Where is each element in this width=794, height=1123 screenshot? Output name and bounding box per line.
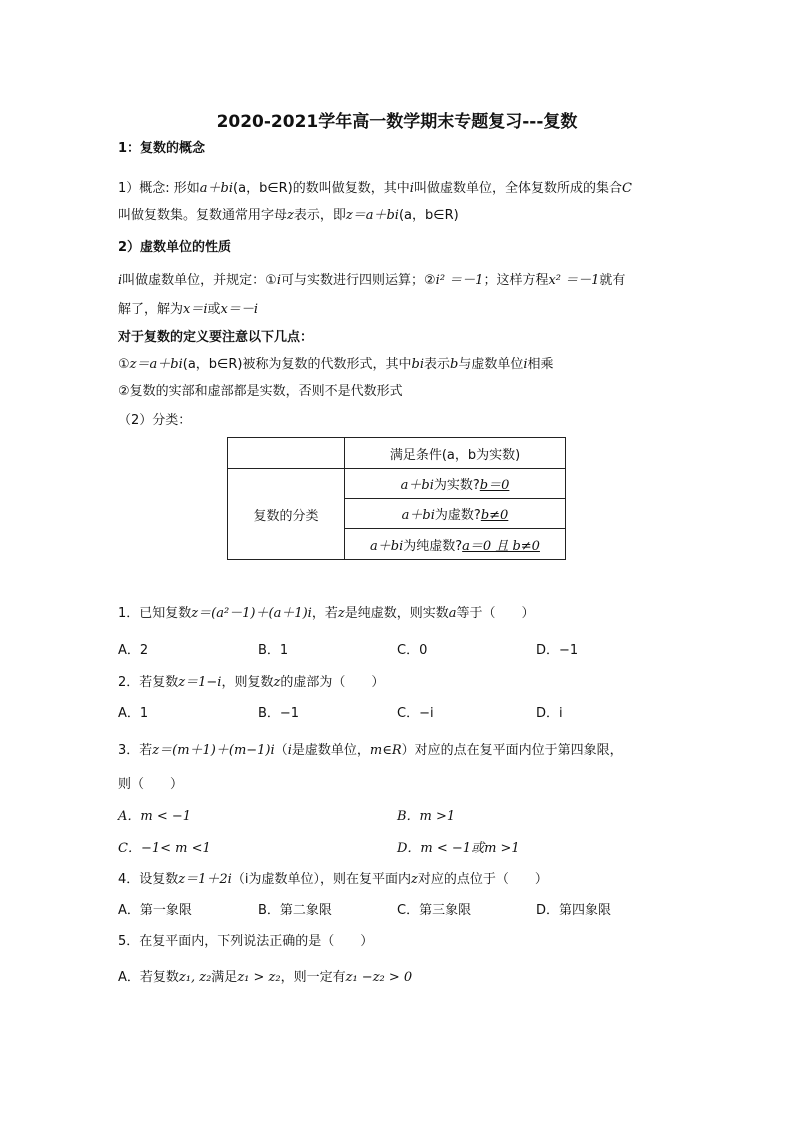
formula: a＋bi — [400, 478, 434, 493]
text: 满足 — [211, 970, 238, 985]
formula: x＝i — [183, 302, 208, 317]
question-5-stem: 5．在复平面内，下列说法正确的是（ ） — [118, 934, 374, 949]
question-4-stem — [118, 872, 548, 888]
symbol: z — [337, 606, 345, 621]
note-2: ②复数的实部和虚部都是实数，否则不是代数形式 — [118, 384, 403, 399]
text: 就有 — [599, 273, 626, 288]
text: 4．设复数 — [118, 872, 179, 887]
symbol: b — [450, 357, 459, 372]
formula: z＝1−i — [178, 675, 222, 690]
formula: z＝1＋2i — [178, 872, 232, 887]
question-5-option-a[interactable] — [118, 970, 412, 986]
question-4-option-b[interactable]: B．第二象限 — [258, 903, 332, 918]
table-cell-empty — [228, 438, 345, 469]
text: 表示 — [423, 357, 450, 372]
formula: (a，b∈R) — [182, 357, 243, 372]
question-1-option-d[interactable]: D．−1 — [536, 643, 579, 658]
question-2-option-a[interactable]: A．1 — [118, 706, 149, 721]
text: 是纯虚数，则实数 — [344, 606, 449, 621]
text: A．若复数 — [118, 970, 179, 985]
section-heading-concept: 1：复数的概念 — [118, 141, 206, 156]
text: （ — [274, 743, 288, 758]
text: 等于（ ） — [456, 606, 535, 621]
text: 对应的点位于（ ） — [417, 872, 548, 887]
text: ，则一定有 — [280, 970, 346, 985]
table-row — [228, 469, 566, 499]
unit-line-1 — [118, 273, 625, 289]
symbol: a — [448, 606, 457, 621]
concept-line-2 — [118, 208, 459, 224]
symbol: i — [287, 743, 292, 758]
symbol: i — [118, 273, 123, 288]
question-4-option-c[interactable]: C．第三象限 — [397, 903, 472, 918]
formula: (a，b∈R) — [398, 208, 459, 223]
question-3-option-b[interactable]: B．m >1 — [397, 809, 456, 824]
section-heading-unit: 2）虚数单位的性质 — [118, 240, 232, 255]
page-title: 2020-2021学年高一数学期末专题复习---复数 — [216, 112, 578, 132]
table-header: 满足条件(a，b为实数) — [345, 438, 566, 469]
text: 或 — [207, 302, 221, 317]
text: 为虚数? — [434, 508, 481, 523]
text: ）对应的点在复平面内位于第四象限， — [401, 743, 623, 758]
formula: z₁, z₂ — [178, 970, 212, 985]
text: 叫做虚数单位，并规定：① — [122, 273, 277, 288]
symbol: z — [287, 208, 294, 223]
text: 为纯虚数? — [403, 538, 463, 554]
question-3-option-a[interactable]: A．m < −1 — [118, 809, 192, 824]
text: 解了，解为 — [118, 302, 184, 317]
text: 的虚部为（ ） — [280, 675, 385, 690]
text: 相乘 — [527, 357, 554, 372]
text: 1．已知复数 — [118, 606, 192, 621]
symbol: i — [523, 357, 528, 372]
question-1-stem — [118, 606, 535, 622]
question-3-option-d[interactable]: D．m < −1或m >1 — [397, 841, 520, 856]
question-4-option-a[interactable]: A．第一象限 — [118, 903, 192, 918]
text: 1）概念: 形如 — [118, 181, 200, 196]
formula: a＋bi — [401, 508, 435, 523]
formula: x² ＝－1 — [548, 273, 600, 288]
question-3-stem — [118, 743, 623, 759]
question-1-option-c[interactable]: C．0 — [397, 643, 428, 658]
question-3-stem-line-2: 则（ ） — [118, 777, 184, 792]
classification-table — [227, 437, 566, 560]
question-2-option-b[interactable]: B．−1 — [258, 706, 300, 721]
text: 叫做虚数单位，全体复数所成的集合 — [413, 181, 622, 196]
question-2-option-c[interactable]: C．−i — [397, 706, 434, 721]
symbol: z — [410, 872, 418, 887]
formula: z＝a＋bi — [345, 208, 399, 223]
text: 被称为复数的代数形式，其中 — [242, 357, 412, 372]
note-1 — [118, 357, 554, 373]
formula: z＝(a²－1)＋(a＋1)i — [191, 606, 312, 621]
formula: (a，b∈R) — [233, 181, 293, 196]
table-cell — [345, 499, 566, 529]
text: 为实数? — [433, 478, 480, 493]
symbol: i — [409, 181, 414, 196]
text: ，则复数 — [221, 675, 274, 690]
text: 的数叫做复数，其中 — [292, 181, 410, 196]
question-2-stem — [118, 675, 384, 691]
formula: m∈R — [369, 743, 402, 758]
text: 表示，即 — [293, 208, 346, 223]
formula: i² ＝－1 — [435, 273, 484, 288]
condition: b＝0 — [479, 478, 510, 493]
text: ；这样方程 — [483, 273, 549, 288]
formula: a＋bi — [370, 538, 404, 554]
text: （i为虚数单位），则在复平面内 — [231, 872, 411, 887]
question-4-option-d[interactable]: D．第四象限 — [536, 903, 612, 918]
table-cell — [345, 469, 566, 499]
symbol: bi — [411, 357, 424, 372]
question-3-option-c[interactable]: C．−1< m <1 — [118, 841, 211, 856]
text: 是虚数单位， — [291, 743, 370, 758]
condition: b≠0 — [480, 508, 509, 523]
symbol: C — [621, 181, 632, 196]
formula: z＝a＋bi — [129, 357, 183, 372]
text: 3．若 — [118, 743, 153, 758]
formula: z₁ −z₂ > 0 — [345, 970, 413, 985]
unit-line-2 — [118, 302, 258, 318]
symbol: i — [276, 273, 281, 288]
text: 与虚数单位 — [458, 357, 524, 372]
question-1-option-b[interactable]: B．1 — [258, 643, 289, 658]
table-row — [228, 438, 566, 469]
condition: a＝0 且 b≠0 — [462, 538, 540, 554]
notes-heading: 对于复数的定义要注意以下几点： — [118, 330, 314, 345]
concept-line-1 — [118, 181, 632, 197]
formula: z₁ > z₂ — [237, 970, 281, 985]
classify-label: （2）分类： — [118, 413, 192, 428]
formula: a＋bi — [199, 181, 234, 196]
table-row-label: 复数的分类 — [228, 469, 345, 560]
formula: z＝(m＋1)＋(m−1)i — [152, 743, 275, 758]
table-cell — [345, 529, 566, 560]
text: ，若 — [311, 606, 338, 621]
text: ① — [118, 357, 130, 372]
question-2-option-d[interactable]: D．i — [536, 706, 563, 721]
question-1-option-a[interactable]: A．2 — [118, 643, 149, 658]
text: 叫做复数集。复数通常用字母 — [118, 208, 288, 223]
text: 可与实数进行四则运算；② — [281, 273, 436, 288]
text: 2．若复数 — [118, 675, 179, 690]
symbol: z — [273, 675, 281, 690]
formula: x＝－i — [220, 302, 259, 317]
